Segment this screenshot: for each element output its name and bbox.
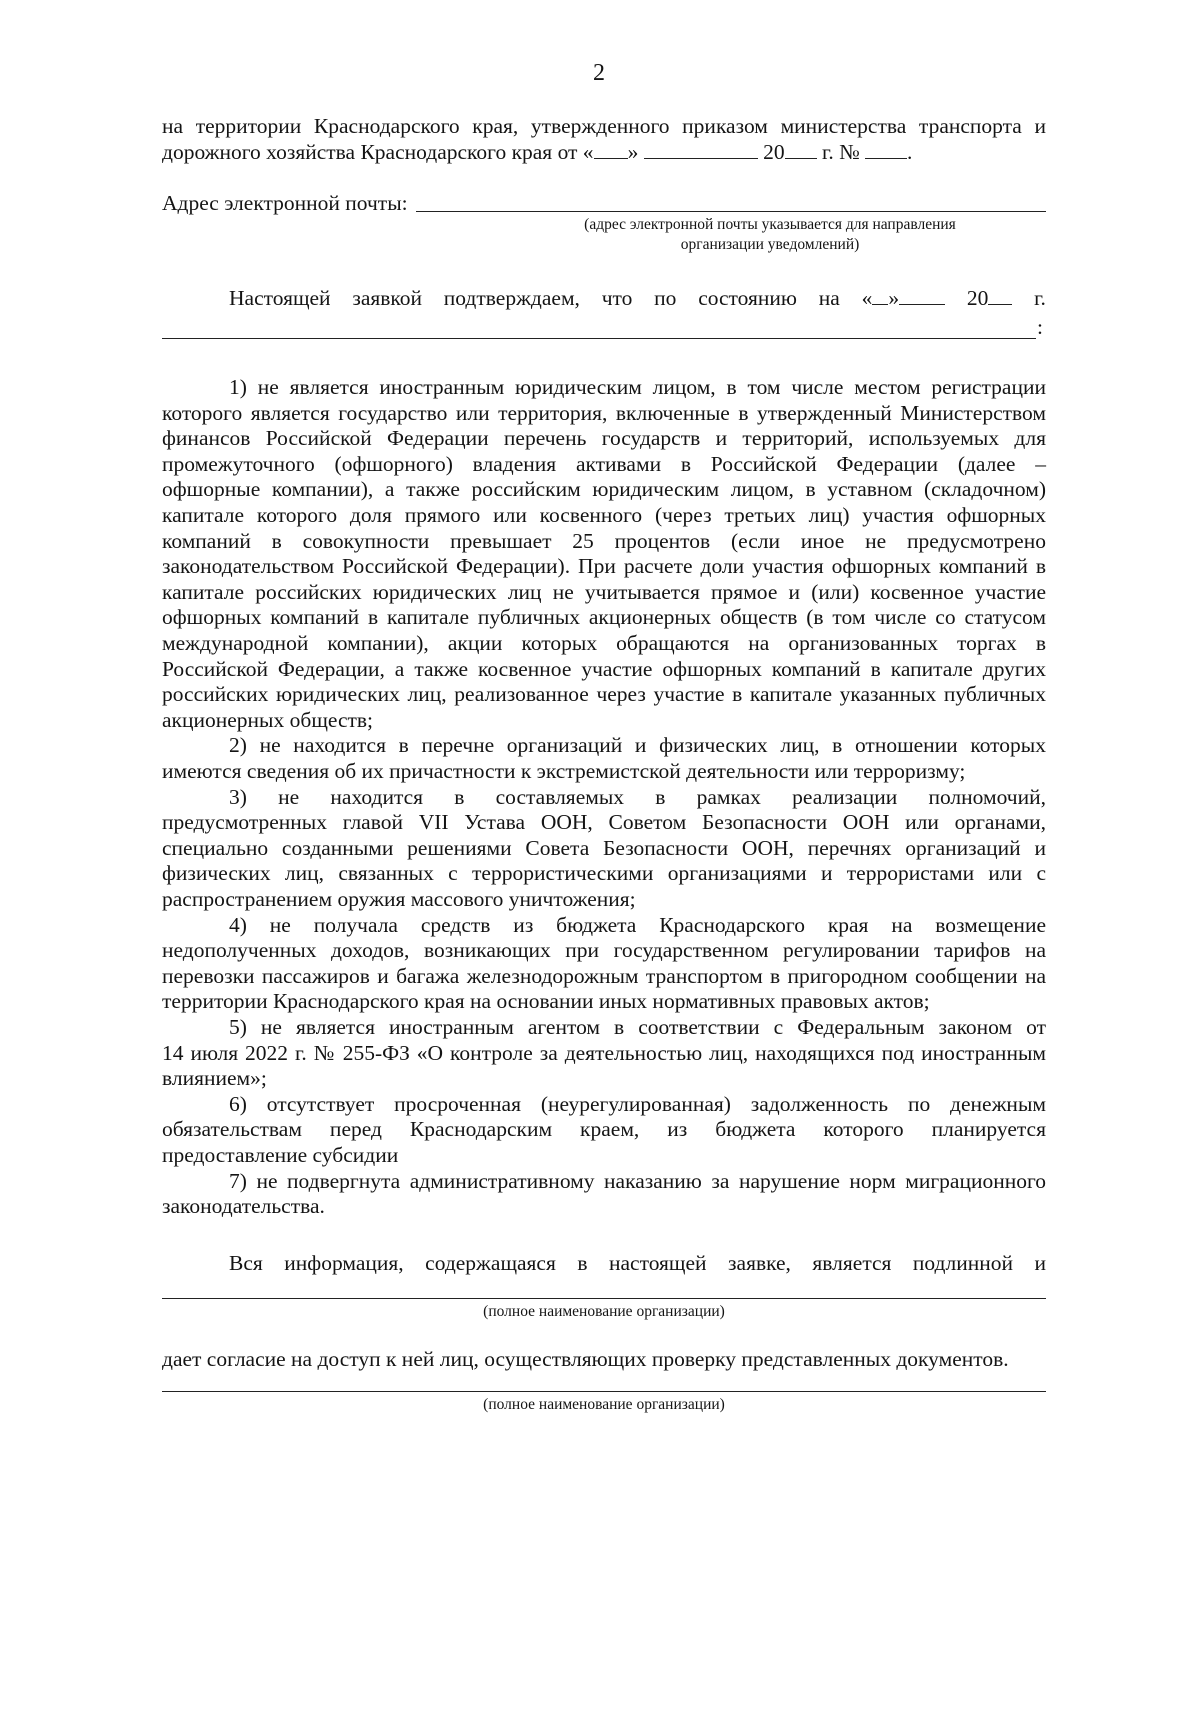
condition-1-line: которого является государство или территория, включенные в утвержденный Министерством: [162, 400, 1046, 425]
condition-3-line: специально созданными решениями Совета Безопасности ООН, перечнях организаций и: [162, 835, 1046, 860]
blank-month: [899, 286, 945, 305]
condition-1-line: законодательством Российской Федерации). При расчете доли участия офшорных компаний в: [162, 554, 1046, 579]
blank-year: [785, 140, 817, 159]
intro-line-2: [162, 139, 912, 166]
condition-1-line: офшорных компаний в капитале публичных акционерных обществ (в том числе со статусом: [162, 605, 1046, 630]
condition-1-line: российских юридических лиц, реализованное через участие в капитале указанных публичных: [162, 682, 1046, 707]
blank-month: [644, 140, 758, 159]
condition-1-line: капитале которого доля прямого или косвенного (через третьих лиц) участия офшорных: [162, 503, 1046, 527]
intro-year: 20: [763, 140, 785, 164]
email-caption-1: (адрес электронной почты указывается для направления: [584, 216, 956, 233]
blank-day: [594, 140, 628, 159]
condition-1-line: капитале российских юридических лиц не учитывается прямое и (или) косвенное участие: [162, 579, 1046, 604]
condition-5-line: влиянием»;: [162, 1066, 267, 1091]
condition-7-line: 7) не подвергнута административному наказанию за нарушение норм миграционного: [229, 1168, 1046, 1193]
consent-line: дает согласие на доступ к ней лиц, осуществляющих проверку представленных документов.: [162, 1347, 1009, 1371]
condition-3-line: физических лиц, связанных с террористическими организациями и террористами или с: [162, 861, 1046, 886]
intro-text: дорожного хозяйства Краснодарского края от «: [162, 140, 594, 164]
confirm-word: состоянию: [698, 286, 797, 310]
blank-day: [872, 286, 888, 305]
condition-4-line: территории Краснодарского края на основании иных нормативных правовых актов;: [162, 989, 930, 1014]
intro-period: .: [906, 140, 913, 164]
page-number: 2: [593, 60, 605, 86]
intro-quote-close: »: [627, 140, 639, 164]
condition-1-line: компаний в совокупности превышает 25 процентов (если иное не предусмотрено: [162, 528, 1046, 553]
condition-4-line: перевозки пассажиров и багажа железнодорожным транспортом в пригородном сообщении на: [162, 963, 1046, 988]
quote-close: »: [888, 286, 900, 310]
condition-6-line: 6) отсутствует просроченная (неурегулированная) задолженность по денежным: [229, 1091, 1046, 1116]
confirm-word: г.: [1034, 286, 1046, 310]
confirm-line: [229, 285, 1046, 312]
condition-2-line: имеются сведения об их причастности к экстремистской деятельности или терроризму;: [162, 759, 966, 783]
condition-7-line: законодательства.: [162, 1194, 325, 1219]
year-prefix: 20: [966, 286, 989, 310]
organization-colon: :: [1037, 315, 1043, 339]
info-line: Вся информация, содержащаяся в настоящей заявке, является подлинной и: [229, 1251, 1046, 1275]
condition-3-line: 3) не находится в составляемых в рамках реализации полномочий,: [229, 784, 1046, 809]
organization-caption-1: (полное наименование организации): [483, 1303, 725, 1320]
condition-1-line: Российской Федерации, а также косвенное участие офшорных компаний в капитале других: [162, 656, 1046, 681]
confirm-word: заявкой: [352, 286, 423, 310]
confirm-word: на: [818, 286, 840, 310]
condition-4-line: 4) не получала средств из бюджета Краснодарского края на возмещение: [229, 912, 1046, 937]
organization-field-line: [162, 338, 1036, 339]
condition-1-line: международной компании), акции которых обращаются на организованных торгах в: [162, 631, 1046, 655]
condition-3-line: предусмотренных главой VII Устава ООН, Советом Безопасности ООН или органами,: [162, 810, 1046, 835]
condition-5-line: 5) не является иностранным агентом в соответствии с Федеральным законом от: [229, 1015, 1046, 1039]
confirm-date: [862, 285, 946, 312]
email-field-line: [416, 211, 1046, 212]
condition-3-line: распространением оружия массового уничтожения;: [162, 887, 636, 911]
confirm-word: подтверждаем,: [443, 286, 580, 310]
condition-5-line: 14 июля 2022 г. № 255-ФЗ «О контроле за деятельностью лиц, находящихся под иностранным: [162, 1040, 1046, 1065]
email-label: Адрес электронной почты:: [162, 191, 408, 215]
condition-1-line: офшорные компании), а также российским юридическим лицом, в уставном (складочном): [162, 477, 1046, 502]
condition-1-line: 1) не является иностранным юридическим лицом, в том числе местом регистрации: [229, 375, 1046, 399]
intro-line-1: на территории Краснодарского края, утвержденного приказом министерства транспорта и: [162, 114, 1046, 138]
intro-number-label: г. №: [821, 140, 860, 164]
condition-2-line: 2) не находится в перечне организаций и физических лиц, в отношении которых: [229, 733, 1046, 758]
organization-caption-2: (полное наименование организации): [483, 1396, 725, 1413]
organization-name-line-1: [162, 1298, 1046, 1299]
blank-number: [865, 140, 907, 159]
condition-6-line: предоставление субсидии: [162, 1143, 399, 1167]
confirm-word: Настоящей: [229, 286, 331, 310]
condition-1-line: финансов Российской Федерации перечень государств и территорий, используемых для: [162, 426, 1046, 451]
quote-open: «: [861, 286, 873, 310]
condition-1-line: акционерных обществ;: [162, 707, 374, 732]
condition-6-line: обязательствам перед Краснодарским краем, из бюджета которого планируется: [162, 1117, 1046, 1142]
confirm-word: по: [654, 286, 677, 310]
confirm-year: [967, 285, 1013, 312]
condition-1-line: промежуточного (офшорного) владения активами в Российской Федерации (далее –: [162, 451, 1046, 476]
condition-4-line: недополученных доходов, возникающих при государственном регулировании тарифов на: [162, 938, 1046, 963]
confirm-word: что: [601, 286, 633, 310]
organization-name-line-2: [162, 1391, 1046, 1392]
blank-year: [988, 286, 1012, 305]
email-caption-2: организации уведомлений): [680, 236, 860, 253]
